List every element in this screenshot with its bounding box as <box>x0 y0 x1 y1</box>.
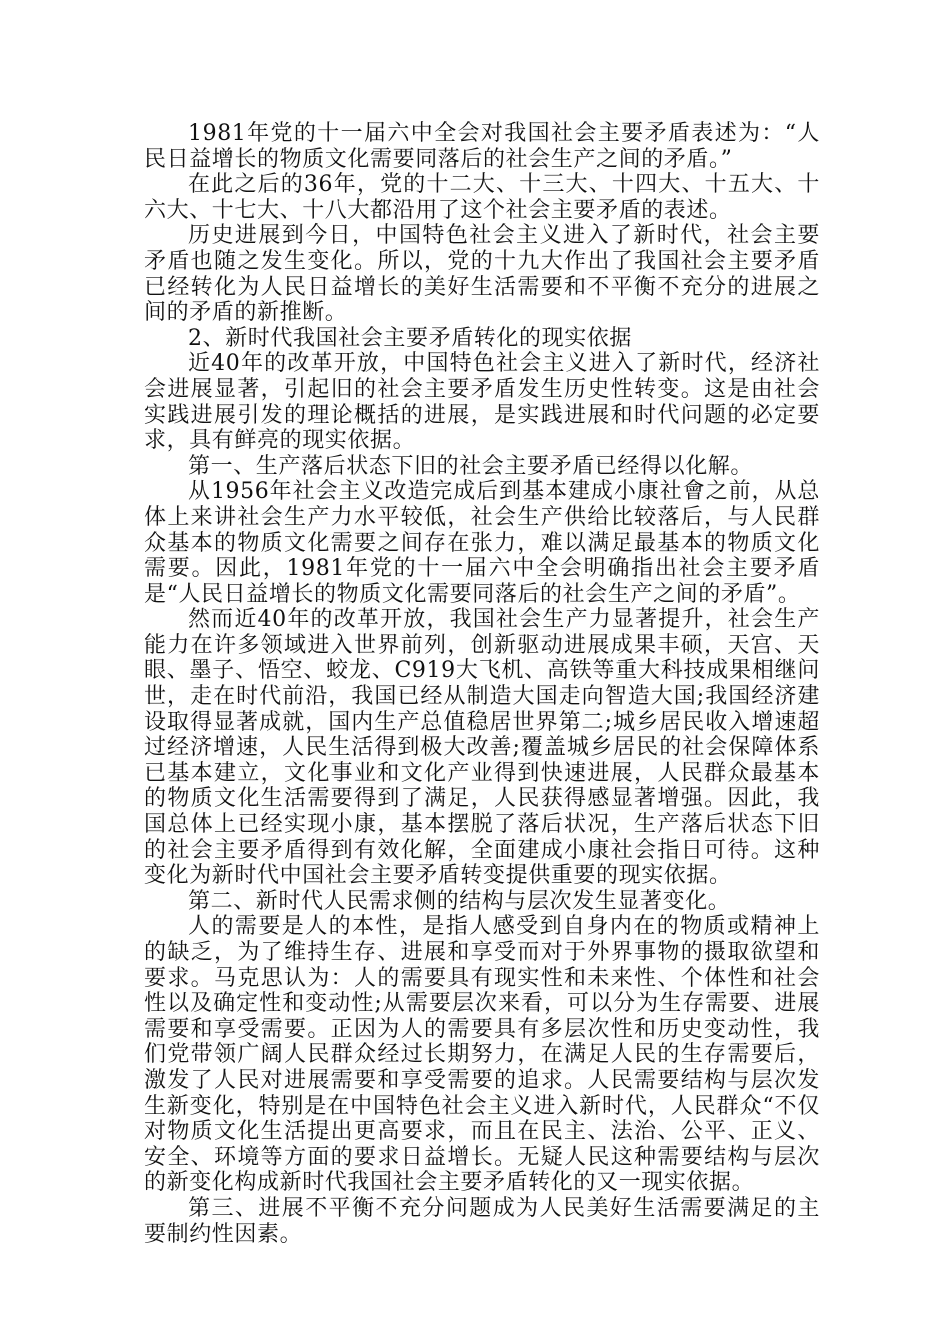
paragraph-productivity: 然而近40年的改革开放，我国社会生产力显著提升，社会生产能力在许多领域进入世界前列，创新驱动进展成果丰硕，天宫、天眼、墨子、悟空、蛟龙、C919大飞机、高铁等重大科技成果相继问世，走在时代前沿，我国已经从制造大国走向智造大国;我国经济建设取得显著成就，国内生产总值稳居世界第二;城乡居民收入增速超过经济增速，人民生活得到极大改善;覆盖城乡居民的社会保障体系已基本建立，文化事业和文化产业得到快速进展，人民群众最基本的物质文化生活需要得到了满足，人民获得感显著增强。因此，我国总体上已经实现小康，基本摆脱了落后状况，生产落后状态下旧的社会主要矛盾得到有效化解，全面建成小康社会指日可待。这种变化为新时代中国社会主要矛盾转变提供重要的现实依据。 <box>144 607 820 889</box>
section-heading-2: 2、新时代我国社会主要矛盾转化的现实依据 <box>188 325 632 351</box>
point-heading-second: 第二、新时代人民需求侧的结构与层次发生显著变化。 <box>188 888 731 914</box>
paragraph-36-years: 在此之后的36年，党的十二大、十三大、十四大、十五大、十六大、十七大、十八大都沿用了这个社会主要矛盾的表述。 <box>144 172 820 223</box>
document-body <box>144 121 820 1247</box>
point-heading-third: 第三、进展不平衡不充分问题成为人民美好生活需要满足的主要制约性因素。 <box>144 1195 820 1247</box>
paragraph-human-needs: 人的需要是人的本性，是指人感受到自身内在的物质或精神上的缺乏，为了维持生存、进展和享受而对于外界事物的摄取欲望和要求。马克思认为：人的需要具有现实性和未来性、个体性和社会性以及确定性和变动性;从需要层次来看，可以分为生存需要、进展需要和享受需要。正因为人的需要具有多层次性和历史变动性，我们党带领广阔人民群众经过长期努力，在满足人民的生存需要后，激发了人民对进展需要和享受需要的追求。人民需要结构与层次发生新变化，特别是在中国特色社会主义进入新时代，人民群众“不仅对物质文化生活提出更高要求，而且在民主、法治、公平、正义、安全、环境等方面的要求日益增长。无疑人民这种需要结构与层次的新变化构成新时代我国社会主要矛盾转化的又一现实依据。 <box>144 914 820 1196</box>
paragraph-1956: 从1956年社会主义改造完成后到基本建成小康社會之前，从总体上来讲社会生产力水平较低，社会生产供给比较落后，与人民群众基本的物质文化需要之间存在张力，难以满足最基本的物质文化需要。因此，1981年党的十一届六中全会明确指出社会主要矛盾是“人民日益增长的物质文化需要同落后的社会生产之间的矛盾”。 <box>144 479 820 607</box>
paragraph-intro-1981: 1981年党的十一届六中全会对我国社会主要矛盾表述为：“人民日益增长的物质文化需要同落后的社会生产之间的矛盾。” <box>144 121 820 172</box>
paragraph-reform-40-years: 近40年的改革开放，中国特色社会主义进入了新时代，经济社会进展显著，引起旧的社会主要矛盾发生历史性转变。这是由社会实践进展引发的理论概括的进展，是实践进展和时代问题的必定要求，具有鲜亮的现实依据。 <box>144 351 820 454</box>
paragraph-new-era: 历史进展到今日，中国特色社会主义进入了新时代，社会主要矛盾也随之发生变化。所以，党的十九大作出了我国社会主要矛盾已经转化为人民日益增长的美好生活需要和不平衡不充分的进展之间的矛盾的新推断。 <box>144 223 820 326</box>
point-heading-first: 第一、生产落后状态下旧的社会主要矛盾已经得以化解。 <box>188 453 754 479</box>
